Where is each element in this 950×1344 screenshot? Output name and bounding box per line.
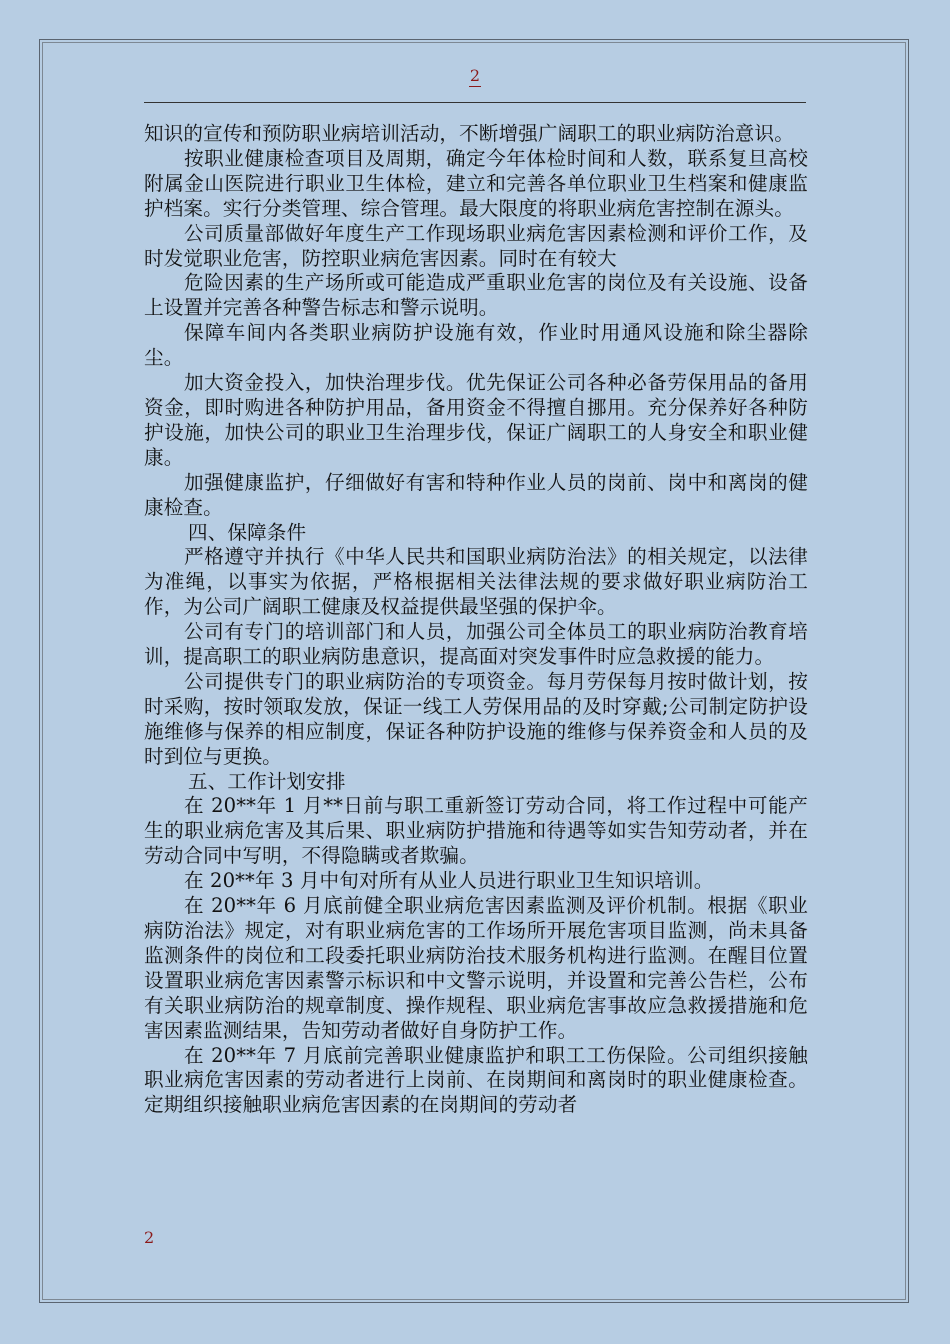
section-heading: 四、保障条件 [188,520,307,544]
footer-page-number: 2 [144,1228,155,1247]
paragraph: 危险因素的生产场所或可能造成严重职业危害的岗位及有关设施、设备上设置并完善各种警告标志和警示说明。 [144,271,808,320]
paragraph: 保障车间内各类职业病防护设施有效，作业时用通风设施和除尘器除尘。 [144,321,808,370]
paragraph: 知识的宣传和预防职业病培训活动，不断增强广阔职工的职业病防治意识。 [144,122,794,145]
paragraph: 在 20**年 7 月底前完善职业健康监护和职工工伤保险。公司组织接触职业病危害因素的劳动者进行上岗前、在岗期间和离岗时的职业健康检查。定期组织接触职业病危害因素的在岗期间的劳动者 [144,1043,808,1117]
paragraph: 加大资金投入，加快治理步伐。优先保证公司各种必备劳保用品的备用资金，即时购进各种防护用品，备用资金不得擅自挪用。充分保养好各种防护设施，加快公司的职业卫生治理步伐，保证广阔职工的人身安全和职业健康。 [144,371,808,469]
paragraph: 严格遵守并执行《中华人民共和国职业病防治法》的相关规定，以法律为准绳，以事实为依据，严格根据相关法律法规的要求做好职业病防治工作，为公司广阔职工健康及权益提供最坚强的保护伞。 [144,545,808,619]
header-page-number-text: 2 [469,66,481,85]
paragraph: 加强健康监护，仔细做好有害和特种作业人员的岗前、岗中和离岗的健康检查。 [144,470,808,519]
paragraph: 在 20**年 3 月中旬对所有从业人员进行职业卫生知识培训。 [184,869,714,893]
paragraph: 公司质量部做好年度生产工作现场职业病危害因素检测和评价工作，及时发觉职业危害，防控职业病危害因素。同时在有较大 [144,221,808,270]
paragraph: 公司提供专门的职业病防治的专项资金。每月劳保每月按时做计划，按时采购，按时领取发放，保证一线工人劳保用品的及时穿戴;公司制定防护设施维修与保养的相应制度，保证各种防护设施的维修与保养资金和人员的及时到位与更换。 [144,669,808,768]
header-divider [144,102,806,103]
paragraph: 在 20**年 6 月底前健全职业病危害因素监测及评价机制。根据《职业病防治法》规定，对有职业病危害的工作场所开展危害项目监测，尚未具备监测条件的岗位和工段委托职业病防治技术服务机构进行监测。在醒目位置设置职业病危害因素警示标识和中文警示说明，并设置和完善公告栏，公布有关职业病防治的规章制度、操作规程、职业病危害事故应急救援措施和危害因素监测结果，告知劳动者做好自身防护工作。 [144,894,808,1042]
document-body [144,122,808,1118]
section-heading: 五、工作计划安排 [188,769,346,793]
paragraph: 按职业健康检查项目及周期，确定今年体检时间和人数，联系复旦高校附属金山医院进行职业卫生体检，建立和完善各单位职业卫生档案和健康监护档案。实行分类管理、综合管理。最大限度的将职业病危害控制在源头。 [144,146,808,220]
paragraph: 公司有专门的培训部门和人员，加强公司全体员工的职业病防治教育培训，提高职工的职业病防患意识，提高面对突发事件时应急救援的能力。 [144,620,808,669]
paragraph: 在 20**年 1 月**日前与职工重新签订劳动合同，将工作过程中可能产生的职业病危害及其后果、职业病防护措施和待遇等如实告知劳动者，并在劳动合同中写明，不得隐瞒或者欺骗。 [144,794,808,868]
header-page-number [0,66,950,86]
